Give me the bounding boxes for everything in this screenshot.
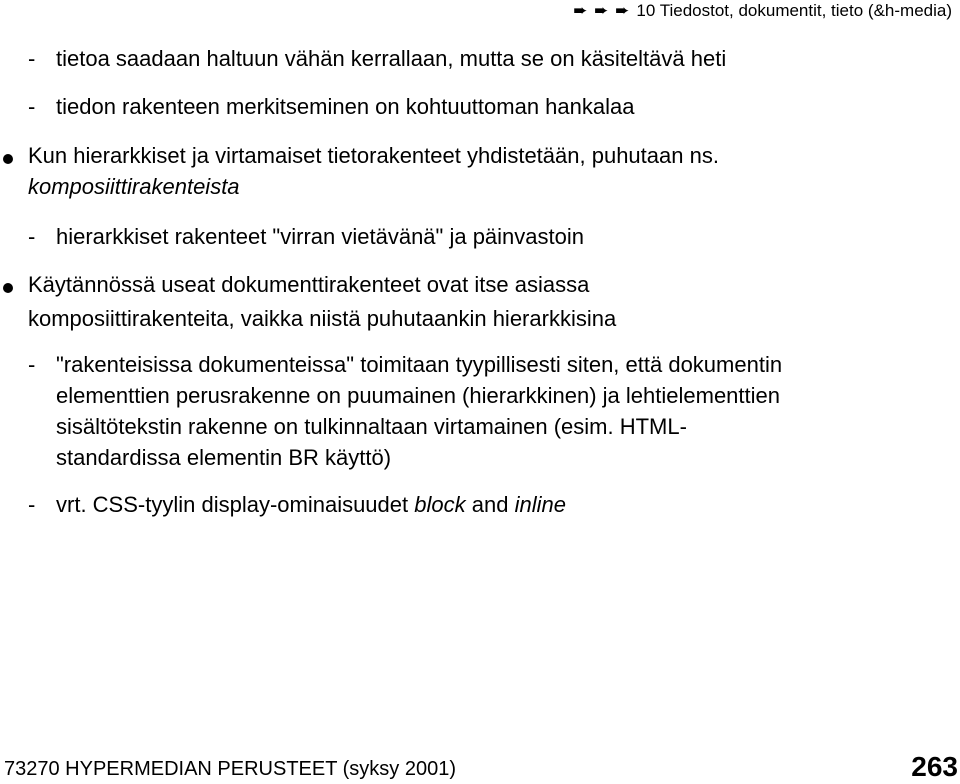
course-footer: 73270 HYPERMEDIAN PERUSTEET (syksy 2001) — [4, 758, 457, 780]
dash-marker: - — [28, 46, 36, 71]
block-term: block — [414, 492, 466, 517]
page-number: 263 — [911, 751, 958, 782]
dash-marker: - — [28, 94, 36, 119]
sub-item-4-line-1: "rakenteisissa dokumenteissa" toimitaan tyypillisesti siten, että dokumentin — [56, 352, 783, 377]
bullet-1-line-2: komposiittirakenteista — [28, 174, 240, 199]
chapter-header — [573, 0, 952, 22]
bullet-icon — [3, 154, 13, 164]
dash-marker: - — [28, 352, 36, 377]
bullet-1-line-1: Kun hierarkkiset ja virtamaiset tietorakenteet yhdistetään, puhutaan ns. — [28, 143, 719, 168]
sub-item-1: tietoa saadaan haltuun vähän kerrallaan, mutta se on käsiteltävä heti — [56, 46, 727, 71]
sub-item-4-line-3: sisältötekstin rakenne on tulkinnaltaan virtamainen (esim. HTML- — [56, 414, 687, 439]
sub-item-3: hierarkkiset rakenteet "virran vietävänä" ja päinvastoin — [56, 224, 584, 249]
chapter-title: 10 Tiedostot, dokumentit, tieto (&h-media) — [636, 1, 952, 20]
sub-item-5 — [56, 490, 566, 520]
bullet-icon — [3, 283, 13, 293]
sub-item-4-line-4: standardissa elementin BR käyttö) — [56, 445, 392, 470]
bullet-2-line-1: Käytännössä useat dokumenttirakenteet ovat itse asiassa — [28, 272, 590, 297]
bullet-2-line-2: komposiittirakenteita, vaikka niistä puhutaankin hierarkkisina — [28, 306, 617, 331]
inline-term: inline — [514, 492, 566, 517]
sub-item-4-line-2: elementtien perusrakenne on puumainen (hierarkkinen) ja lehtielementtien — [56, 383, 780, 408]
sub-item-5-text: vrt. CSS-tyylin display-ominaisuudet — [56, 492, 409, 517]
dash-marker: - — [28, 492, 36, 517]
sub-item-2: tiedon rakenteen merkitseminen on kohtuuttoman hankalaa — [56, 94, 635, 119]
and-word: and — [471, 492, 509, 517]
dash-marker: - — [28, 224, 36, 249]
arrow-icons: ➨ ➨ ➨ — [573, 1, 631, 20]
